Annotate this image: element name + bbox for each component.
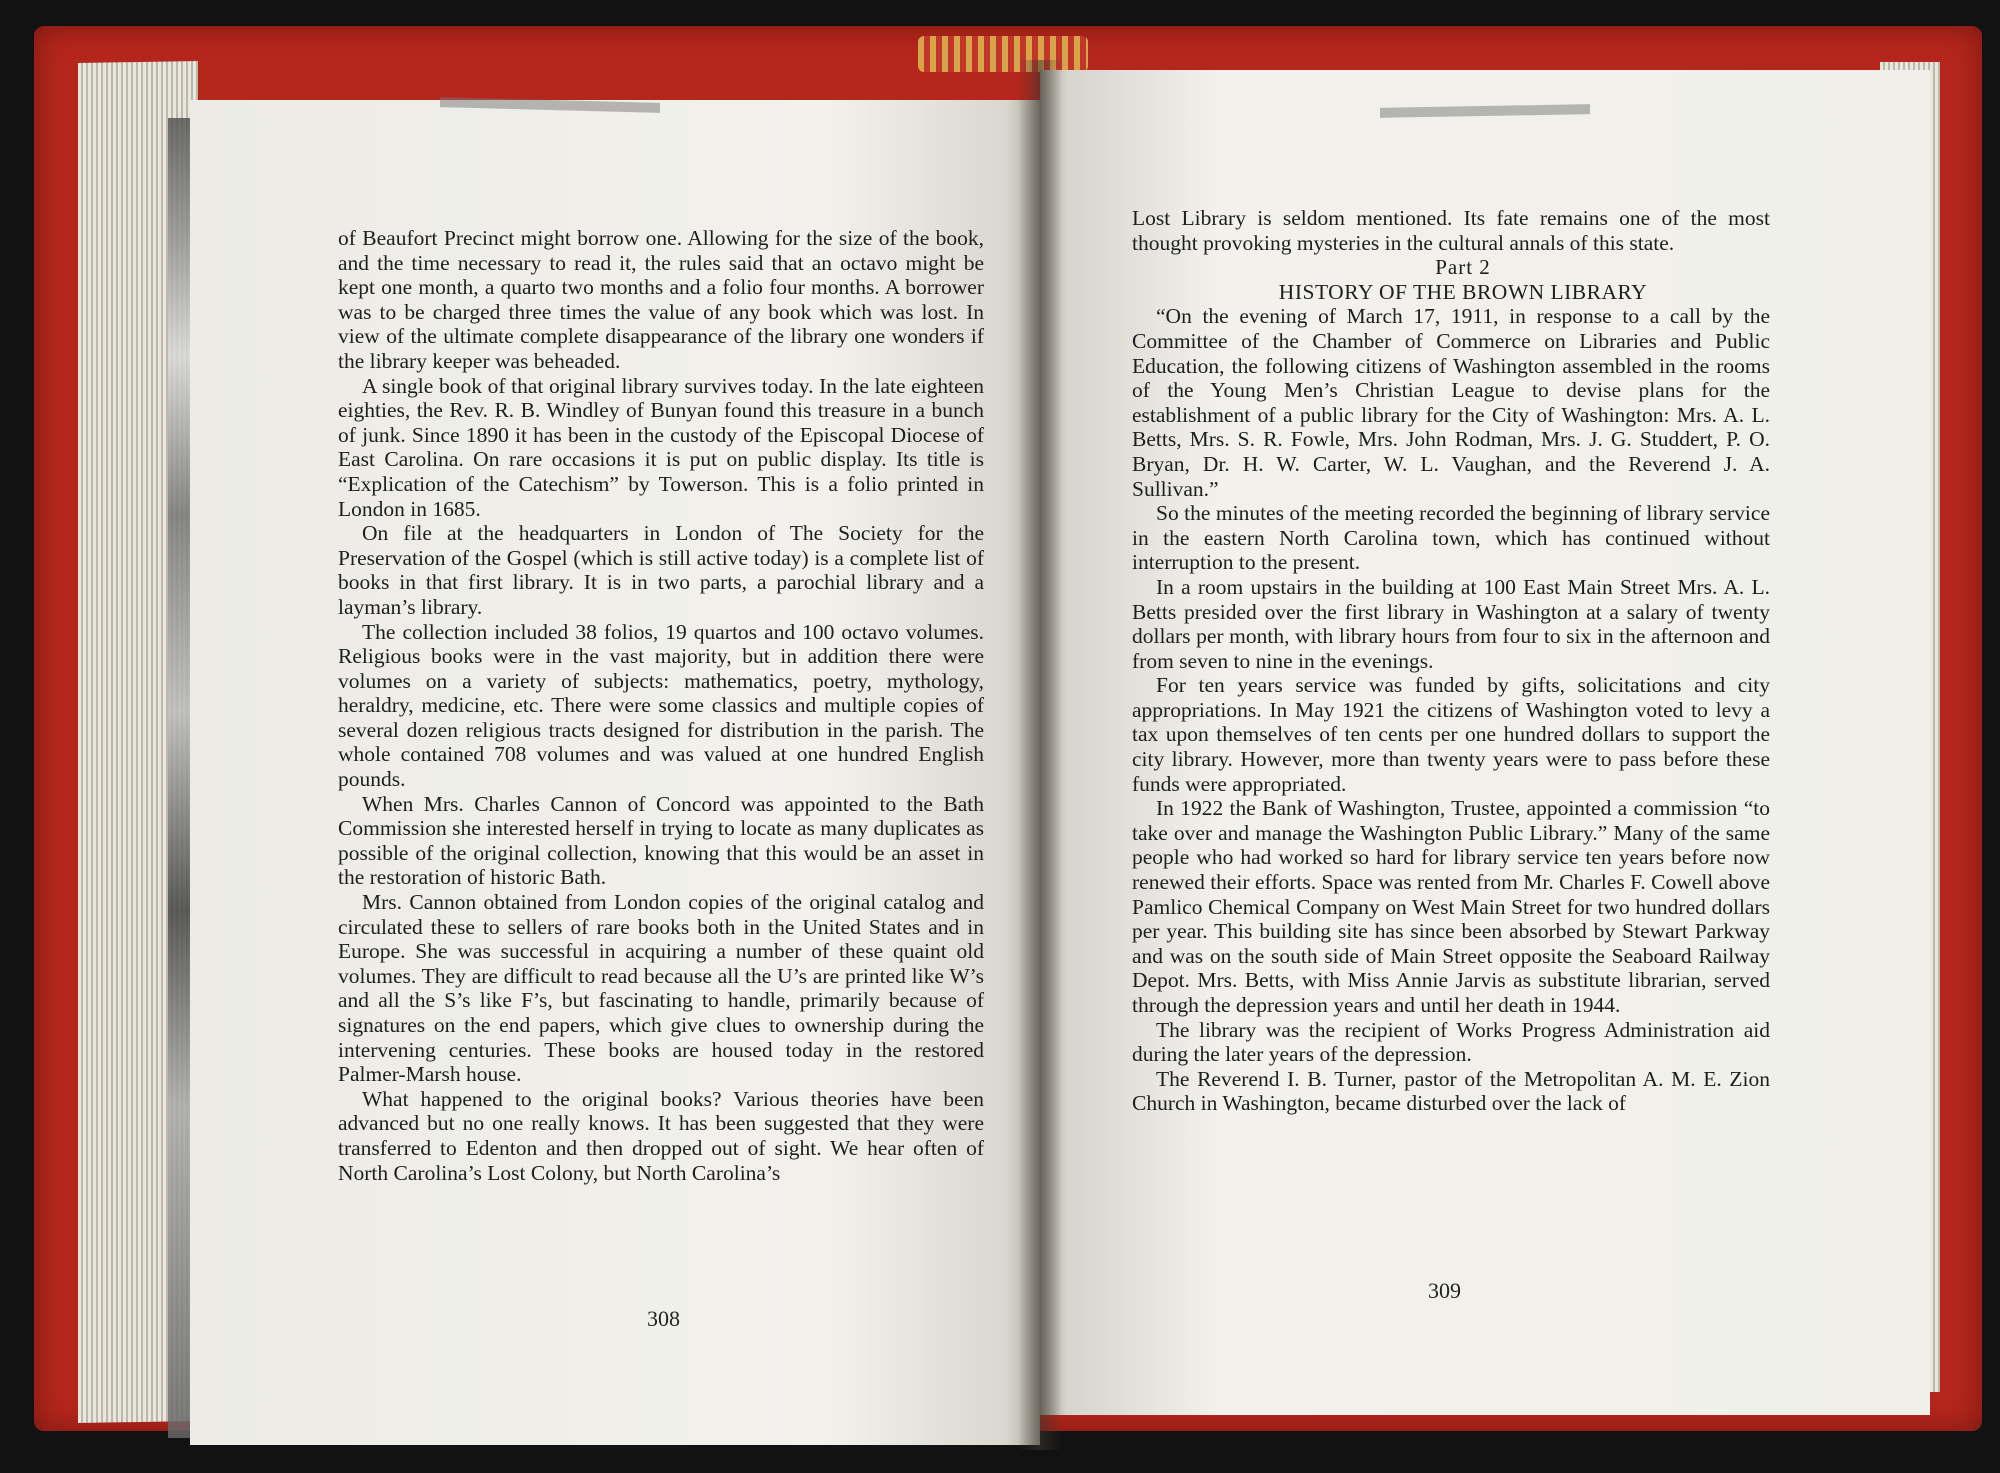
- part-heading: Part 2: [1435, 255, 1491, 280]
- paragraph: So the minutes of the meeting recorded the beginning of library service in the eastern North Carolina town, which has continued without interruption to the present.: [1132, 501, 1770, 575]
- book-gutter: [1018, 60, 1062, 1450]
- paragraph: Lost Library is seldom mentioned. Its fate remains one of the most thought provoking mysteries in the cultural annals of this state.: [1132, 206, 1770, 255]
- paragraph: of Beaufort Precinct might borrow one. Allowing for the size of the book, and the time necessary to read it, the rules said that an octavo might be kept one month, a quarto two months and a folio four months. A borrower was to be charged three times the value of any book which was lost. In view of the ultimate complete disappearance of the library one wonders if the library keeper was beheaded.: [338, 226, 984, 373]
- paragraph: In a room upstairs in the building at 100 East Main Street Mrs. A. L. Betts presided over the first library in Washington at a salary of twenty dollars per month, with library hours from four to six in the afternoon and from seven to nine in the evenings.: [1132, 574, 1770, 673]
- book-headband: [918, 36, 1088, 72]
- paragraph: On file at the headquarters in London of The Society for the Preservation of the Gospel (which is still active today) is a complete list of books in that first library. It is in two parts, a parochial library and a layman’s library.: [338, 521, 984, 619]
- paragraph: The Reverend I. B. Turner, pastor of the Metropolitan A. M. E. Zion Church in Washington, became disturbed over the lack of: [1132, 1066, 1770, 1116]
- page-number-right: 309: [1428, 1278, 1461, 1303]
- paragraph: The collection included 38 folios, 19 quartos and 100 octavo volumes. Religious books were in the vast majority, but in addition there were volumes on a variety of subjects: mathematics, poetry, mythology, heraldry, medicine, etc. There were some classics and multiple copies of several dozen religious tracts designed for distribution in the parish. The whole contained 708 volumes and was valued at one hundred English pounds.: [338, 619, 984, 792]
- paragraph: The library was the recipient of Works Progress Administration aid during the later years of the depression.: [1132, 1017, 1770, 1067]
- left-page-text: [338, 226, 984, 1185]
- paragraph: When Mrs. Charles Cannon of Concord was appointed to the Bath Commission she interested herself in trying to locate as many duplicates as possible of the original collection, knowing that this would be an asset in the restoration of historic Bath.: [338, 791, 984, 890]
- paragraph: Mrs. Cannon obtained from London copies of the original catalog and circulated these to sellers of rare books both in the United States and in Europe. She was successful in acquiring a number of these quaint old volumes. They are difficult to read because all the U’s are printed like W’s and all the S’s like F’s, but fascinating to handle, primarily because of signatures on the end papers, which give clues to ownership during the intervening centuries. These books are housed today in the restored Palmer-Marsh house.: [338, 890, 984, 1087]
- paragraph: In 1922 the Bank of Washington, Trustee, appointed a commission “to take over and manage the Washington Public Library.” Many of the same people who had worked so hard for library service ten years before now renewed their efforts. Space was rented from Mr. Charles F. Cowell above Pamlico Chemical Company on West Main Street for two hundred dollars per year. This building site has since been absorbed by Stewart Parkway and was on the south side of Main Street opposite the Seaboard Railway Depot. Mrs. Betts, with Miss Annie Jarvis as substitute librarian, served through the depression years and until her death in 1944.: [1132, 796, 1770, 1017]
- page-number-left: 308: [647, 1306, 680, 1331]
- right-page-text: [1132, 206, 1770, 1116]
- paragraph: “On the evening of March 17, 1911, in response to a call by the Committee of the Chamber of Commerce on Libraries and Public Education, the following citizens of Washington assembled in the rooms of the Young Men’s Christian League to devise plans for the establishment of a public library for the City of Washington: Mrs. A. L. Betts, Mrs. S. R. Fowle, Mrs. John Rodman, Mrs. J. G. Studdert, P. O. Bryan, Dr. H. W. Carter, W. L. Vaughan, and the Reverend J. A. Sullivan.”: [1132, 304, 1770, 501]
- section-title: HISTORY OF THE BROWN LIBRARY: [1278, 279, 1648, 304]
- paragraph: A single book of that original library survives today. In the late eighteen eighties, the Rev. R. B. Windley of Bunyan found this treasure in a bunch of junk. Since 1890 it has been in the custody of the Episcopal Diocese of East Carolina. On rare occasions it is put on public display. Its title is “Explication of the Catechism” by Towerson. This is a folio printed in London in 1685.: [338, 373, 984, 521]
- paragraph: For ten years service was funded by gifts, solicitations and city appropriations. In May 1921 the citizens of Washington voted to levy a tax upon themselves of ten cents per one hundred dollars to support the city library. However, more than twenty years were to pass before these funds were appropriated.: [1132, 673, 1770, 796]
- paragraph: What happened to the original books? Various theories have been advanced but no one really knows. It has been suggested that they were transferred to Edenton and then dropped out of sight. We hear often of North Carolina’s Lost Colony, but North Carolina’s: [338, 1086, 984, 1185]
